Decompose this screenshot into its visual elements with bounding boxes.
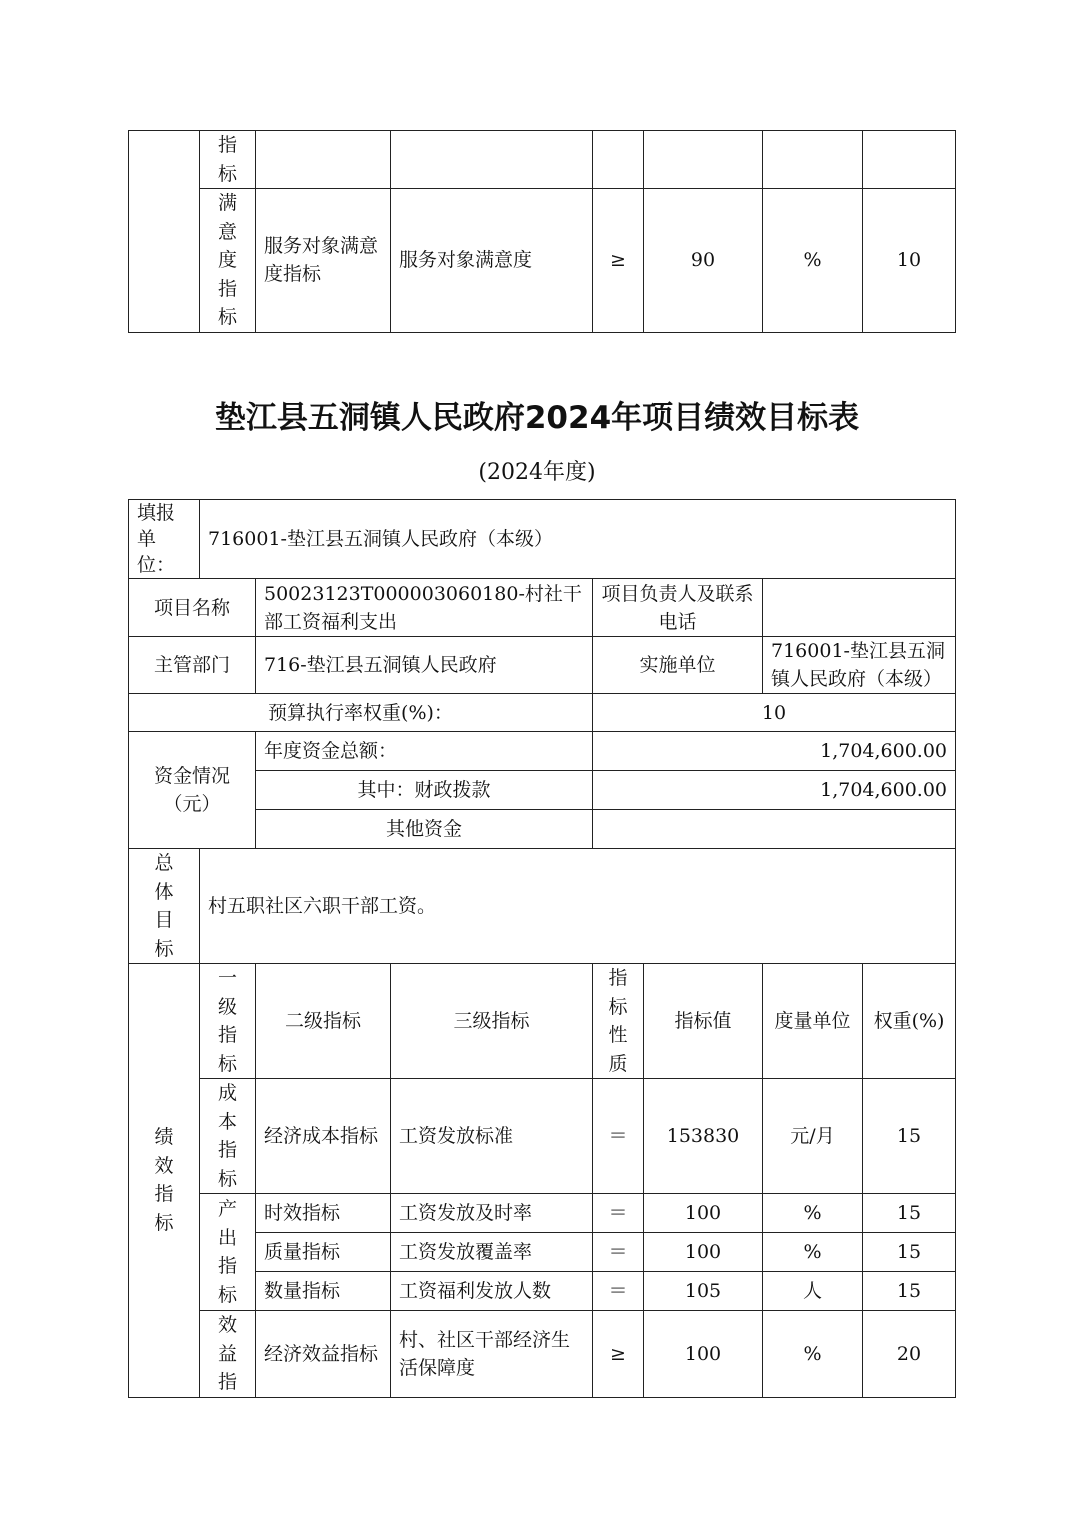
continuation-table [128, 130, 956, 333]
nature-cell: ≥ [593, 189, 644, 333]
weight-cell: 15 [863, 1272, 956, 1311]
budget-weight-label: 预算执行率权重(%)： [129, 694, 593, 732]
fill-unit-value: 716001-垫江县五洞镇人民政府（本级） [200, 500, 956, 579]
col-weight: 权重(%) [863, 964, 956, 1079]
level3-cell: 工资发放及时率 [391, 1194, 593, 1233]
dept-value: 716-垫江县五洞镇人民政府 [256, 637, 593, 694]
unit-cell: 元/月 [763, 1079, 863, 1194]
unit-cell: 人 [763, 1272, 863, 1311]
unit-cell: % [763, 1194, 863, 1233]
level1-cell: 指 标 [200, 131, 256, 189]
dept-label: 主管部门 [129, 637, 256, 694]
perf-label: 绩 效 指 标 [129, 964, 200, 1398]
cost-label: 成 本 指 标 [200, 1079, 256, 1194]
responsible-label: 项目负责人及联系电话 [593, 579, 763, 637]
budget-weight-value: 10 [593, 694, 956, 732]
level2-cell: 时效指标 [256, 1194, 391, 1233]
weight-cell: 15 [863, 1079, 956, 1194]
weight-cell: 20 [863, 1311, 956, 1398]
weight-cell: 10 [863, 189, 956, 333]
funds-other-value [593, 810, 956, 849]
funds-fiscal-label: 其中：财政拨款 [256, 771, 593, 810]
goal-label: 总 体 目 标 [129, 849, 200, 964]
value-cell: 100 [644, 1194, 763, 1233]
col-level1: 一 级 指 标 [200, 964, 256, 1079]
page-title: 垫江县五洞镇人民政府2024年项目绩效目标表 [214, 400, 860, 436]
funds-other-label: 其他资金 [256, 810, 593, 849]
level1-cell: 满 意 度 指 标 [200, 189, 256, 333]
fill-unit-label: 填报单位： [129, 500, 200, 579]
unit-cell: % [763, 189, 863, 333]
level2-cell: 质量指标 [256, 1233, 391, 1272]
col-level3: 三级指标 [391, 964, 593, 1079]
project-name-label: 项目名称 [129, 579, 256, 637]
funds-fiscal-value: 1,704,600.00 [593, 771, 956, 810]
level3-cell: 工资发放覆盖率 [391, 1233, 593, 1272]
level2-cell: 服务对象满意度指标 [256, 189, 391, 333]
level2-cell: 经济效益指标 [256, 1311, 391, 1398]
level2-cell: 数量指标 [256, 1272, 391, 1311]
value-cell: 90 [644, 189, 763, 333]
value-cell: 100 [644, 1233, 763, 1272]
benefit-label: 效 益 指 [200, 1311, 256, 1398]
nature-cell: ＝ [593, 1272, 644, 1311]
level3-cell: 服务对象满意度 [391, 189, 593, 333]
impl-label: 实施单位 [593, 637, 763, 694]
value-cell: 153830 [644, 1079, 763, 1194]
level2-cell: 经济成本指标 [256, 1079, 391, 1194]
page-subtitle: (2024年度) [478, 460, 596, 485]
project-name-value: 50023123T000003060180-村社干部工资福利支出 [256, 579, 593, 637]
nature-cell: ≥ [593, 1311, 644, 1398]
output-label: 产 出 指 标 [200, 1194, 256, 1311]
level3-cell: 村、社区干部经济生活保障度 [391, 1311, 593, 1398]
level3-cell: 工资发放标准 [391, 1079, 593, 1194]
value-cell: 100 [644, 1311, 763, 1398]
goal-value: 村五职社区六职干部工资。 [200, 849, 956, 964]
performance-target-table [128, 499, 956, 1398]
funds-total-label: 年度资金总额： [256, 732, 593, 771]
col-nature: 指 标 性 质 [593, 964, 644, 1079]
col-unit: 度量单位 [763, 964, 863, 1079]
funds-total-value: 1,704,600.00 [593, 732, 956, 771]
weight-cell: 15 [863, 1194, 956, 1233]
col-level2: 二级指标 [256, 964, 391, 1079]
blank-cell [129, 131, 200, 333]
unit-cell: % [763, 1311, 863, 1398]
weight-cell: 15 [863, 1233, 956, 1272]
level3-cell: 工资福利发放人数 [391, 1272, 593, 1311]
impl-value: 716001-垫江县五洞镇人民政府（本级） [763, 637, 956, 694]
funds-label: 资金情况（元） [129, 732, 256, 849]
nature-cell: ＝ [593, 1194, 644, 1233]
responsible-value [763, 579, 956, 637]
value-cell: 105 [644, 1272, 763, 1311]
col-value: 指标值 [644, 964, 763, 1079]
nature-cell: ＝ [593, 1079, 644, 1194]
unit-cell: % [763, 1233, 863, 1272]
nature-cell: ＝ [593, 1233, 644, 1272]
